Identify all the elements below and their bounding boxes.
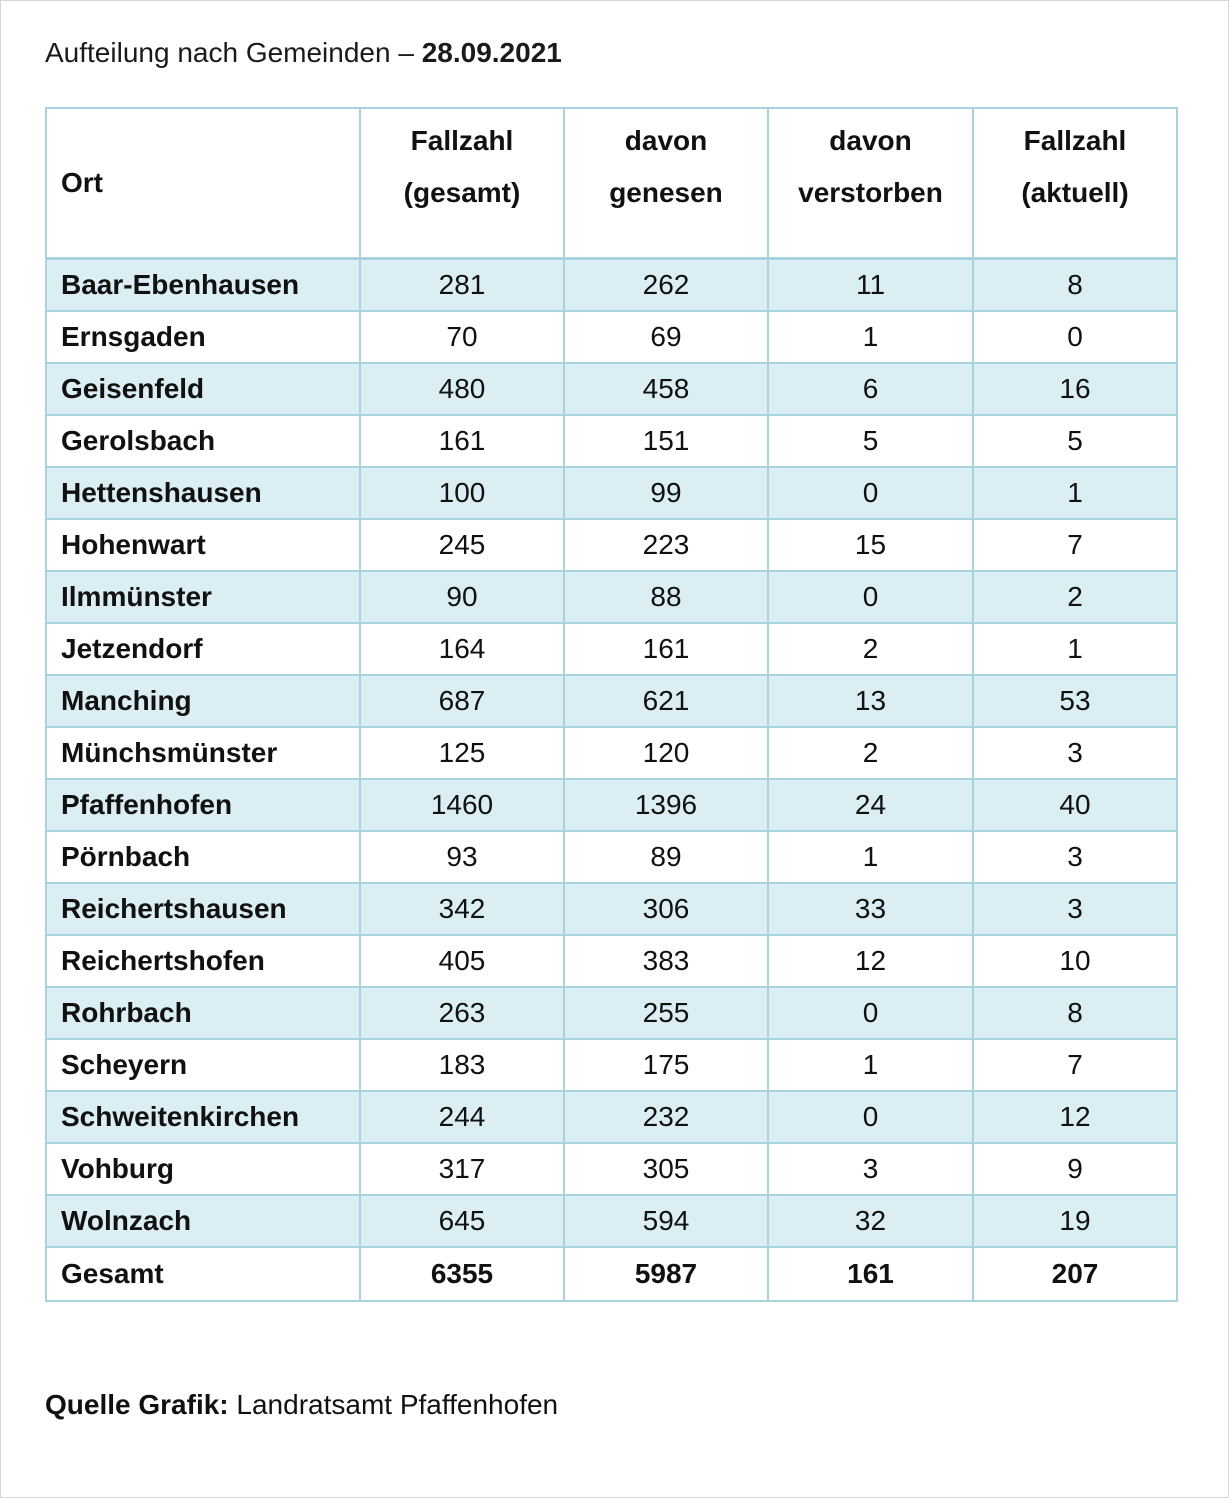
cell-davon-genesen: 232	[564, 1091, 768, 1143]
cell-davon-genesen: 69	[564, 311, 768, 363]
cell-davon-genesen: 262	[564, 259, 768, 312]
cell-fallzahl-gesamt: 125	[360, 727, 564, 779]
table-row	[46, 779, 1177, 831]
header-ort: Ort	[46, 108, 360, 259]
cell-fallzahl-aktuell: 5	[973, 415, 1177, 467]
cell-fallzahl-gesamt: 70	[360, 311, 564, 363]
cell-ort: Reichertshausen	[46, 883, 360, 935]
cell-fallzahl-aktuell: 53	[973, 675, 1177, 727]
cell-davon-verstorben: 0	[768, 987, 973, 1039]
table-row	[46, 415, 1177, 467]
cell-davon-genesen: 305	[564, 1143, 768, 1195]
cell-ort: Geisenfeld	[46, 363, 360, 415]
cell-davon-verstorben: 15	[768, 519, 973, 571]
cell-davon-genesen: 594	[564, 1195, 768, 1247]
cell-fallzahl-aktuell: 1	[973, 623, 1177, 675]
cell-fallzahl-gesamt: 161	[360, 415, 564, 467]
total-row	[46, 1247, 1177, 1301]
cases-by-municipality-table	[45, 107, 1178, 1302]
source-note	[45, 1389, 558, 1421]
cell-ort: Scheyern	[46, 1039, 360, 1091]
cell-fallzahl-gesamt: 317	[360, 1143, 564, 1195]
table-row	[46, 883, 1177, 935]
cell-fallzahl-aktuell: 3	[973, 831, 1177, 883]
cell-davon-verstorben: 24	[768, 779, 973, 831]
cell-fallzahl-gesamt: 1460	[360, 779, 564, 831]
total-davon-genesen: 5987	[564, 1247, 768, 1301]
table-row	[46, 1143, 1177, 1195]
cell-fallzahl-aktuell: 1	[973, 467, 1177, 519]
cell-fallzahl-aktuell: 16	[973, 363, 1177, 415]
table-row	[46, 1195, 1177, 1247]
cell-davon-genesen: 120	[564, 727, 768, 779]
cell-ort: Rohrbach	[46, 987, 360, 1039]
header-row	[46, 108, 1177, 259]
cell-davon-verstorben: 2	[768, 623, 973, 675]
cell-davon-verstorben: 1	[768, 1039, 973, 1091]
table-row	[46, 467, 1177, 519]
cell-davon-genesen: 175	[564, 1039, 768, 1091]
cell-ort: Pörnbach	[46, 831, 360, 883]
cell-davon-genesen: 161	[564, 623, 768, 675]
cell-ort: Manching	[46, 675, 360, 727]
cell-ort: Vohburg	[46, 1143, 360, 1195]
title-text: Aufteilung nach Gemeinden –	[45, 37, 422, 68]
cell-fallzahl-gesamt: 164	[360, 623, 564, 675]
cell-davon-genesen: 151	[564, 415, 768, 467]
cell-fallzahl-aktuell: 19	[973, 1195, 1177, 1247]
cell-davon-verstorben: 0	[768, 1091, 973, 1143]
cell-fallzahl-gesamt: 93	[360, 831, 564, 883]
cell-ort: Jetzendorf	[46, 623, 360, 675]
total-ort: Gesamt	[46, 1247, 360, 1301]
table-row	[46, 831, 1177, 883]
page-title	[45, 37, 562, 69]
cell-ort: Ilmmünster	[46, 571, 360, 623]
cell-fallzahl-aktuell: 9	[973, 1143, 1177, 1195]
cell-fallzahl-aktuell: 8	[973, 259, 1177, 312]
cell-fallzahl-gesamt: 645	[360, 1195, 564, 1247]
cell-fallzahl-aktuell: 40	[973, 779, 1177, 831]
table-row	[46, 259, 1177, 312]
cell-davon-verstorben: 11	[768, 259, 973, 312]
cell-fallzahl-gesamt: 90	[360, 571, 564, 623]
cell-fallzahl-aktuell: 7	[973, 519, 1177, 571]
cell-fallzahl-gesamt: 480	[360, 363, 564, 415]
table-row	[46, 519, 1177, 571]
table-row	[46, 727, 1177, 779]
header-davon-verstorben: davon verstorben	[768, 108, 973, 259]
cell-ort: Münchsmünster	[46, 727, 360, 779]
cell-davon-verstorben: 12	[768, 935, 973, 987]
table-row	[46, 571, 1177, 623]
cell-fallzahl-gesamt: 100	[360, 467, 564, 519]
cell-davon-verstorben: 0	[768, 571, 973, 623]
cell-ort: Ernsgaden	[46, 311, 360, 363]
table-row	[46, 675, 1177, 727]
cell-davon-genesen: 88	[564, 571, 768, 623]
cell-fallzahl-aktuell: 0	[973, 311, 1177, 363]
cell-davon-genesen: 1396	[564, 779, 768, 831]
title-date: 28.09.2021	[421, 37, 562, 68]
table-row	[46, 1091, 1177, 1143]
cell-davon-genesen: 458	[564, 363, 768, 415]
cell-davon-genesen: 89	[564, 831, 768, 883]
cell-davon-verstorben: 3	[768, 1143, 973, 1195]
cell-fallzahl-gesamt: 183	[360, 1039, 564, 1091]
cell-davon-verstorben: 1	[768, 831, 973, 883]
table-body	[46, 259, 1177, 1302]
table-row	[46, 987, 1177, 1039]
cell-fallzahl-gesamt: 405	[360, 935, 564, 987]
cell-davon-verstorben: 0	[768, 467, 973, 519]
cell-davon-genesen: 255	[564, 987, 768, 1039]
cell-ort: Reichertshofen	[46, 935, 360, 987]
table-row	[46, 623, 1177, 675]
cell-fallzahl-gesamt: 281	[360, 259, 564, 312]
cell-fallzahl-gesamt: 263	[360, 987, 564, 1039]
cell-fallzahl-aktuell: 8	[973, 987, 1177, 1039]
cell-davon-verstorben: 33	[768, 883, 973, 935]
cell-fallzahl-gesamt: 342	[360, 883, 564, 935]
cell-ort: Hohenwart	[46, 519, 360, 571]
table-row	[46, 363, 1177, 415]
total-fallzahl-aktuell: 207	[973, 1247, 1177, 1301]
cell-ort: Baar-Ebenhausen	[46, 259, 360, 312]
header-davon-genesen: davon genesen	[564, 108, 768, 259]
header-fallzahl-aktuell: Fallzahl (aktuell)	[973, 108, 1177, 259]
cell-ort: Gerolsbach	[46, 415, 360, 467]
cell-davon-genesen: 621	[564, 675, 768, 727]
cell-davon-verstorben: 6	[768, 363, 973, 415]
cell-davon-verstorben: 2	[768, 727, 973, 779]
source-value: Landratsamt Pfaffenhofen	[228, 1389, 559, 1420]
cell-davon-verstorben: 1	[768, 311, 973, 363]
cell-davon-genesen: 383	[564, 935, 768, 987]
cell-davon-genesen: 306	[564, 883, 768, 935]
cell-ort: Hettenshausen	[46, 467, 360, 519]
cell-fallzahl-aktuell: 7	[973, 1039, 1177, 1091]
cell-ort: Wolnzach	[46, 1195, 360, 1247]
cell-fallzahl-gesamt: 244	[360, 1091, 564, 1143]
cell-fallzahl-gesamt: 245	[360, 519, 564, 571]
header-fallzahl-gesamt: Fallzahl (gesamt)	[360, 108, 564, 259]
cell-fallzahl-aktuell: 12	[973, 1091, 1177, 1143]
cell-fallzahl-aktuell: 2	[973, 571, 1177, 623]
cell-fallzahl-aktuell: 3	[973, 727, 1177, 779]
cell-ort: Schweitenkirchen	[46, 1091, 360, 1143]
cell-ort: Pfaffenhofen	[46, 779, 360, 831]
source-label: Quelle Grafik:	[45, 1389, 229, 1420]
cell-davon-verstorben: 13	[768, 675, 973, 727]
table-row	[46, 935, 1177, 987]
cell-fallzahl-aktuell: 10	[973, 935, 1177, 987]
cell-davon-genesen: 99	[564, 467, 768, 519]
cell-davon-verstorben: 5	[768, 415, 973, 467]
total-fallzahl-gesamt: 6355	[360, 1247, 564, 1301]
cell-fallzahl-gesamt: 687	[360, 675, 564, 727]
cell-davon-genesen: 223	[564, 519, 768, 571]
total-davon-verstorben: 161	[768, 1247, 973, 1301]
table-row	[46, 1039, 1177, 1091]
cell-fallzahl-aktuell: 3	[973, 883, 1177, 935]
table-row	[46, 311, 1177, 363]
cell-davon-verstorben: 32	[768, 1195, 973, 1247]
